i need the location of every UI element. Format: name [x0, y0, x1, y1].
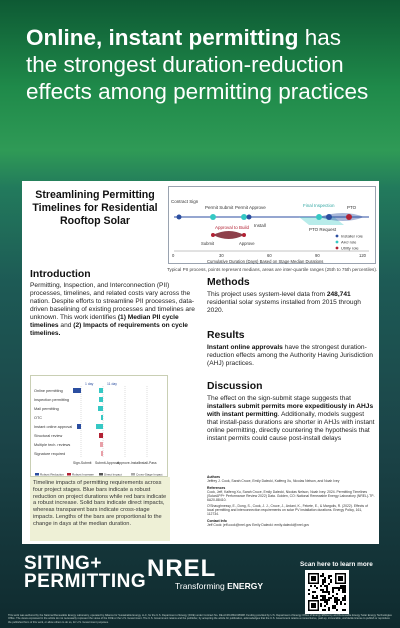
methods-heading: Methods [207, 277, 250, 288]
qr-module [324, 595, 326, 597]
effects-bar [99, 433, 103, 438]
effects-row-label: Signature required [34, 452, 66, 456]
qr-module [336, 593, 338, 595]
qr-module [328, 593, 330, 595]
qr-module [314, 585, 316, 587]
qr-module [314, 597, 316, 599]
effects-bar [96, 424, 103, 429]
qr-module [332, 589, 334, 591]
permit-submit-point [210, 214, 216, 220]
legend-installer-dot [336, 235, 339, 238]
nrel-name: NREL [147, 555, 217, 582]
intro-text: Permitting, Inspection, and Interconnection (PII) processes, timelines, and related costs vary across the nation. Despite efforts to streamline PII processes, data-driven baselining of existing processes and timelines are unknown. This work identifies (1) Median PII cycle timelines and (2) Impacts of requirements on cycle timelines. [30, 282, 195, 337]
qr-module [308, 593, 310, 595]
qr-module [330, 597, 332, 599]
effects-chart [30, 375, 168, 477]
timeline-chart [168, 186, 376, 264]
effects-legend-label: Robust Increase [72, 472, 94, 477]
qr-module [334, 599, 336, 601]
qr-module [326, 591, 328, 593]
approve-build-submit-point [211, 233, 215, 237]
qr-module [334, 601, 336, 603]
contract-sign-point [177, 215, 182, 220]
approve-label: Approve [239, 241, 255, 246]
qr-module [344, 585, 346, 587]
effects-row-label: Mail permitting [34, 407, 59, 411]
qr-module [328, 577, 330, 579]
qr-module [344, 597, 346, 599]
tick-60: 60 [267, 253, 272, 258]
headline-rest: has the strongest duration-reduction effects among permitting practices [26, 25, 369, 104]
effects-legend-label: Robust Reduction [40, 472, 64, 477]
qr-module [340, 603, 342, 605]
tick-90: 90 [315, 253, 320, 258]
qr-module [312, 595, 314, 597]
siting-permitting-logo: SITING+ PERMITTING [24, 553, 147, 592]
qr-module [324, 609, 326, 611]
stage-label-pto: PTO [347, 205, 357, 210]
qr-module [326, 601, 328, 603]
contact-heading: Contact Info [207, 518, 227, 523]
qr-module [312, 591, 314, 593]
qr-module [320, 599, 322, 601]
legal-text: This work was authored by the National Renewable Energy Laboratory, operated by Alliance for Sustainable Energy, LLC, for the U.S. Department of Energy (DOE) under Contract No. DE-AC36-08GO28308. Funding provided by U.S. Department of Energy Office of Energy Efficiency and Renewable Energy Solar Energy Technologies Office. The views expressed in the article do not necessarily represent the views of the DOE or the U.S. Government. The U.S. Government retains and the publisher, by accepting the article for publication, acknowledges that the U.S. Government retains a nonexclusive, paid-up, irrevocable, worldwide license to publish or reproduce the published form of this work, or allow others to do so, for U.S. Government purposes. [8, 614, 392, 624]
stage-label-inspection: Final Inspection [303, 203, 335, 208]
chart-caption: Timeline impacts of permitting requirements across four project stages. Blue bars indicate a robust reduction on project durations while red bars indicate a robust increase. Solid bars indicate direct impacts, whereas transparent bars indicate cross-stage impacts. Lengths of the bars are proportional to the change in days at the median duration. [30, 477, 170, 541]
qr-module [326, 603, 328, 605]
effects-row-label: Multiple tech. reviews [34, 443, 71, 447]
effects-column-label: Install-Pass [139, 461, 157, 465]
effects-legend-swatch [67, 473, 71, 476]
nrel-logo [147, 557, 263, 591]
effects-column-label: Sign-Submit [73, 461, 92, 465]
qr-module [342, 591, 344, 593]
tick-120: 120 [359, 253, 366, 258]
qr-module [322, 573, 324, 575]
qr-module [342, 599, 344, 601]
qr-module [328, 597, 330, 599]
effects-top-label: 1 day [85, 382, 94, 386]
qr-module [322, 583, 324, 585]
scan-label: Scan here to learn more [300, 561, 373, 568]
qr-module [332, 605, 334, 607]
effects-bar [99, 388, 103, 393]
discussion-heading: Discussion [207, 381, 263, 392]
qr-module [340, 601, 342, 603]
effects-column-label: Approve-Install [117, 461, 140, 465]
results-heading: Results [207, 330, 245, 341]
contact-text[interactable]: Jeff Cook: jeff.cook@nrel.gov Emily Dalecki: emily.dalecki@nrel.gov [207, 522, 310, 527]
qr-module [342, 587, 344, 589]
qr-module [340, 585, 342, 587]
timeline-caption: Typical PII process, points represent medians, areas are inter-quartile ranges (25th to 75th percentiles). [167, 267, 378, 272]
qr-module [322, 581, 324, 583]
effects-row-label: Instant online approval [34, 425, 73, 429]
qr-module [328, 599, 330, 601]
qr-module [330, 581, 332, 583]
final-inspection-point [316, 214, 322, 220]
qr-module [336, 603, 338, 605]
qr-module [332, 595, 334, 597]
qr-module [326, 599, 328, 601]
effects-column-label: Submit-Approve [95, 461, 120, 465]
qr-module [320, 585, 322, 587]
qr-module [342, 585, 344, 587]
pto-request-point [326, 214, 332, 220]
stage-label-approve: Permit Approve [235, 205, 266, 210]
reference-2: O'Shaughnessy, E., Dong, S., Cook, J. J., Cruce, J., Ardani, K., Fekete, E., & Margolis, R. (2022). Effects of local permitting and interconnection requirements on solar PV installation durations. Energy Policy, 161, 112734. [207, 503, 368, 517]
qr-module [334, 605, 336, 607]
approval-to-build-label: Approval to Build [215, 225, 250, 230]
qr-module [326, 585, 328, 587]
qr-module [324, 585, 326, 587]
qr-module [344, 591, 346, 593]
references-heading: References [207, 485, 226, 490]
effects-row-label: Online permitting [34, 389, 63, 393]
qr-code[interactable] [305, 570, 349, 614]
qr-module [324, 581, 326, 583]
qr-module [320, 603, 322, 605]
install-point [247, 215, 252, 220]
qr-module [326, 587, 328, 589]
qr-module [322, 597, 324, 599]
qr-module [336, 601, 338, 603]
qr-module [328, 609, 330, 611]
qr-module [332, 607, 334, 609]
qr-module [316, 587, 318, 589]
qr-module [322, 595, 324, 597]
effects-bar [77, 424, 81, 429]
qr-module [324, 591, 326, 593]
timeline-svg [169, 187, 377, 265]
legend-utility: Utility role [341, 245, 359, 251]
qr-code-svg [308, 573, 346, 611]
qr-module [344, 609, 346, 611]
tick-30: 30 [219, 253, 224, 258]
intro-heading: Introduction [30, 269, 91, 280]
qr-module [322, 575, 324, 577]
approval-area [213, 231, 244, 239]
qr-module [324, 599, 326, 601]
qr-module [324, 579, 326, 581]
effects-legend-label: Cross-Stage Impact [136, 472, 163, 477]
headline-strong: Online, instant permitting [26, 25, 299, 50]
qr-module [324, 601, 326, 603]
qr-module [322, 599, 324, 601]
qr-module [344, 603, 346, 605]
effects-row-label: OTC [34, 416, 43, 420]
qr-module [320, 575, 322, 577]
qr-module [314, 591, 316, 593]
qr-module [311, 576, 316, 581]
qr-module [322, 589, 324, 591]
effects-bar [101, 415, 103, 420]
qr-module [316, 595, 318, 597]
legend-utility-dot [336, 247, 339, 250]
stage-label-contract: Contract Sign [171, 199, 199, 204]
qr-module [312, 597, 314, 599]
effects-bar [98, 406, 103, 411]
permit-approve-point [241, 214, 247, 220]
poster-panel [22, 181, 379, 544]
pto-point [346, 214, 352, 220]
qr-module [344, 595, 346, 597]
qr-module [322, 591, 324, 593]
stage-label-install: Install [254, 223, 266, 228]
qr-module [328, 583, 330, 585]
authors-text: Jeffrey J. Cook, Sarah Cruce, Emily Dalecki, Kaifeng Xu, Nicolas Nelson, and Noah Ivey [207, 479, 340, 484]
qr-module [336, 599, 338, 601]
qr-module [320, 605, 322, 607]
effects-legend-label: Direct Impact [104, 472, 122, 477]
qr-module [344, 599, 346, 601]
headline [26, 24, 376, 105]
effects-row-label: Structural review [34, 434, 63, 438]
tick-0: 0 [172, 253, 175, 258]
qr-module [334, 587, 336, 589]
qr-module [322, 609, 324, 611]
legend-ahj-dot [336, 241, 339, 244]
qr-module [344, 587, 346, 589]
discussion-text: The effect on the sign-submit stage suggests that installers submit permits more expeditiously in AHJs with instant permitting. Additionally, models suggest that install-pass durations are shorter in AHJs with instant online permitting, directly countering the hypothesis that instant permits could cause post-install delays [207, 395, 375, 442]
qr-module [322, 579, 324, 581]
effects-bar [99, 397, 103, 402]
legend-ahj: AHJ role [341, 239, 357, 245]
timeline-xlabel: Cumulative Duration (Days) Based on Stage Median Durations [207, 259, 324, 264]
stage-label-permit: Permit Submit [205, 205, 234, 210]
qr-module [328, 607, 330, 609]
qr-module [320, 595, 322, 597]
qr-module [320, 589, 322, 591]
qr-module [330, 575, 332, 577]
reference-1: Cook, Jeff, Kaifeng Xu, Sarah Cruce, Emily Dalecki, Nicolas Nelson, Noah Ivey. 2024. Permitting Timelines (SolarAPP+ Performance Review 2022) Data. Golden, CO: National Renewable Energy Laboratory (NREL)-TP-6A20-88410. [207, 489, 375, 503]
qr-module [316, 597, 318, 599]
results-text: Instant online approvals have the strongest duration-reduction effects among the Authority Having Jurisdiction (AHJ) practices. [207, 344, 373, 367]
qr-module [342, 597, 344, 599]
qr-module [326, 589, 328, 591]
effects-row-label: Inspection permitting [34, 398, 70, 402]
qr-module [332, 587, 334, 589]
qr-module [328, 591, 330, 593]
qr-module [334, 597, 336, 599]
stage-label-pto-request: PTO Request [309, 227, 337, 232]
submit-label: Submit [201, 241, 215, 246]
qr-module [338, 599, 340, 601]
qr-module [338, 587, 340, 589]
nrel-tagline: Transforming ENERGY [175, 581, 264, 591]
qr-module [336, 587, 338, 589]
effects-top-label: 11 day [107, 382, 117, 386]
qr-module [330, 579, 332, 581]
qr-module [338, 576, 343, 581]
qr-module [324, 605, 326, 607]
qr-module [311, 603, 316, 608]
qr-module [328, 575, 330, 577]
qr-module [342, 589, 344, 591]
qr-module [324, 597, 326, 599]
effects-legend-swatch [35, 473, 39, 476]
qr-module [310, 585, 312, 587]
poster-title: Streamlining Permitting Timelines for Residential Rooftop Solar [32, 189, 158, 227]
qr-module [342, 609, 344, 611]
qr-module [338, 589, 340, 591]
effects-bar [101, 451, 103, 456]
legend-installer: Installer role [341, 233, 363, 239]
qr-module [344, 589, 346, 591]
qr-module [340, 587, 342, 589]
qr-module [332, 591, 334, 593]
effects-legend-swatch [99, 473, 103, 476]
qr-module [336, 609, 338, 611]
qr-module [324, 577, 326, 579]
effects-legend-swatch [131, 473, 135, 476]
effects-svg [31, 376, 169, 478]
effects-bar [73, 388, 81, 393]
qr-module [334, 607, 336, 609]
approve-build-approve-point [242, 233, 246, 237]
authors-heading: Authors [207, 475, 220, 479]
effects-bar [100, 442, 103, 447]
references-block [207, 473, 375, 527]
methods-text: This project uses system-level data from 248,741 residential solar systems installed from 2015 through 2020. [207, 291, 361, 314]
qr-module [308, 589, 310, 591]
qr-module [336, 597, 338, 599]
